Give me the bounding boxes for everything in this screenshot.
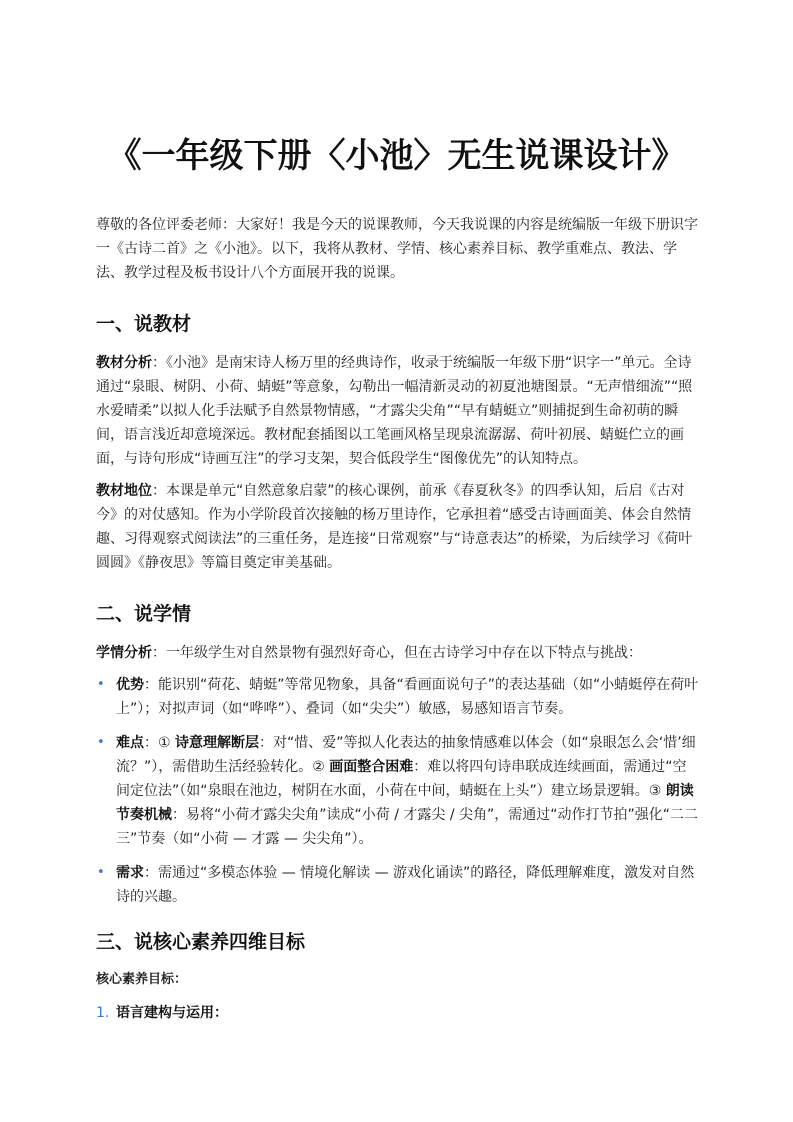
document-body bbox=[96, 213, 700, 1025]
list-item-advantages bbox=[96, 673, 700, 721]
list-item-text: ：① bbox=[144, 735, 176, 751]
list-item-label: 难点 bbox=[116, 735, 144, 751]
learner-points-list bbox=[96, 673, 700, 909]
material-position-label: 教材地位 bbox=[96, 483, 152, 499]
section-heading-teaching-material: 一、说教材 bbox=[96, 313, 192, 335]
learner-analysis-label: 学情分析 bbox=[96, 645, 152, 661]
learner-analysis-text: ：一年级学生对自然景物有强烈好奇心，但在古诗学习中存在以下特点与挑战： bbox=[152, 645, 642, 661]
section-heading-learner-analysis: 二、说学情 bbox=[96, 603, 192, 625]
core-goals-list bbox=[96, 1001, 700, 1025]
difficulty-3-label: 朗读节奏机械 bbox=[116, 783, 694, 823]
list-item-text: ：能识别“荷花、蜻蜓”等常见物象，具备“看画面说句子”的表达基础（如“小蜻蜓停在荷叶上”）；对拟声词（如“哗哗”）、叠词（如“尖尖”）敏感，易感知语言节奏。 bbox=[116, 677, 699, 717]
section-heading-core-goals: 三、说核心素养四维目标 bbox=[96, 931, 306, 953]
material-analysis-label: 教材分析 bbox=[96, 355, 152, 371]
list-item-text: ：需通过“多模态体验 — 情境化解读 — 游戏化诵读”的路径，降低理解难度，激发对自然诗的兴趣。 bbox=[116, 865, 695, 905]
list-item-difficulties bbox=[96, 731, 700, 851]
material-analysis-text: ：《小池》是南宋诗人杨万里的经典诗作，收录于统编版一年级下册“识字一”单元。全诗通过“泉眼、树阴、小荷、蜻蜓”等意象，勾勒出一幅清新灵动的初夏池塘图景。“无声惜细流”“照水爱晴柔”以拟人化手法赋予自然景物情感，“才露尖尖角”“早有蜻蜓立”则捕捉到生命初萌的瞬间，语言浅近却意境深远。教材配套插图以工笔画风格呈现泉流潺潺、荷叶初展、蜻蜓伫立的画面，与诗句形成“诗画互注”的学习支架，契合低段学生“图像优先”的认知特点。 bbox=[96, 355, 693, 467]
list-number: 1. bbox=[96, 1005, 110, 1021]
list-item-text: ：难以将四句诗串联成连续画面，需通过“空间定位法”（如“泉眼在池边，树阴在水面，小荷在中间，蜻蜓在上头”）建立场景逻辑。③ bbox=[116, 759, 687, 799]
core-goals-subheading: 核心素养目标： bbox=[96, 972, 188, 987]
list-item-goal bbox=[96, 1001, 700, 1025]
learner-analysis-paragraph bbox=[96, 641, 700, 665]
goal-label: 语言建构与运用： bbox=[116, 1005, 228, 1021]
material-analysis-paragraph bbox=[96, 351, 700, 471]
list-item-label: 优势 bbox=[116, 677, 144, 693]
material-position-paragraph bbox=[96, 479, 700, 575]
difficulty-1-label: 诗意理解断层 bbox=[175, 735, 260, 751]
difficulty-2-label: 画面整合困难 bbox=[329, 759, 414, 775]
material-position-text: ：本课是单元“自然意象启蒙”的核心课例，前承《春夏秋冬》的四季认知，后启《古对今》的对仗感知。作为小学阶段首次接触的杨万里诗作，它承担着“感受古诗画面美、体会自然情趣、习得观察式阅读法”的三重任务，是连接“日常观察”与“诗意表达”的桥梁，为后续学习《荷叶圆圆》《静夜思》等篇目奠定审美基础。 bbox=[96, 483, 693, 571]
list-item-text: ：对“惜、爱”等拟人化表达的抽象情感难以体会（如“泉眼怎么会‘惜’细流？”），需借助生活经验转化。② bbox=[116, 735, 696, 775]
list-item-needs bbox=[96, 861, 700, 909]
bullet-icon: • bbox=[97, 735, 105, 750]
document-title: 《一年级下册〈小池〉无生说课设计》 bbox=[107, 136, 686, 176]
list-item-text: ：易将“小荷才露尖尖角”读成“小荷 / 才露尖 / 尖角”，需通过“动作打节拍”强化“二二三”节奏（如“小荷 — 才露 — 尖尖角”）。 bbox=[116, 807, 699, 847]
intro-paragraph: 尊敬的各位评委老师：大家好！我是今天的说课教师，今天我说课的内容是统编版一年级下册识字一《古诗二首》之《小池》。以下，我将从教材、学情、核心素养目标、教学重难点、教法、学法、教学过程及板书设计八个方面展开我的说课。 bbox=[96, 217, 698, 281]
bullet-icon: • bbox=[97, 865, 105, 880]
list-item-label: 需求 bbox=[116, 865, 144, 881]
bullet-icon: • bbox=[97, 677, 105, 692]
